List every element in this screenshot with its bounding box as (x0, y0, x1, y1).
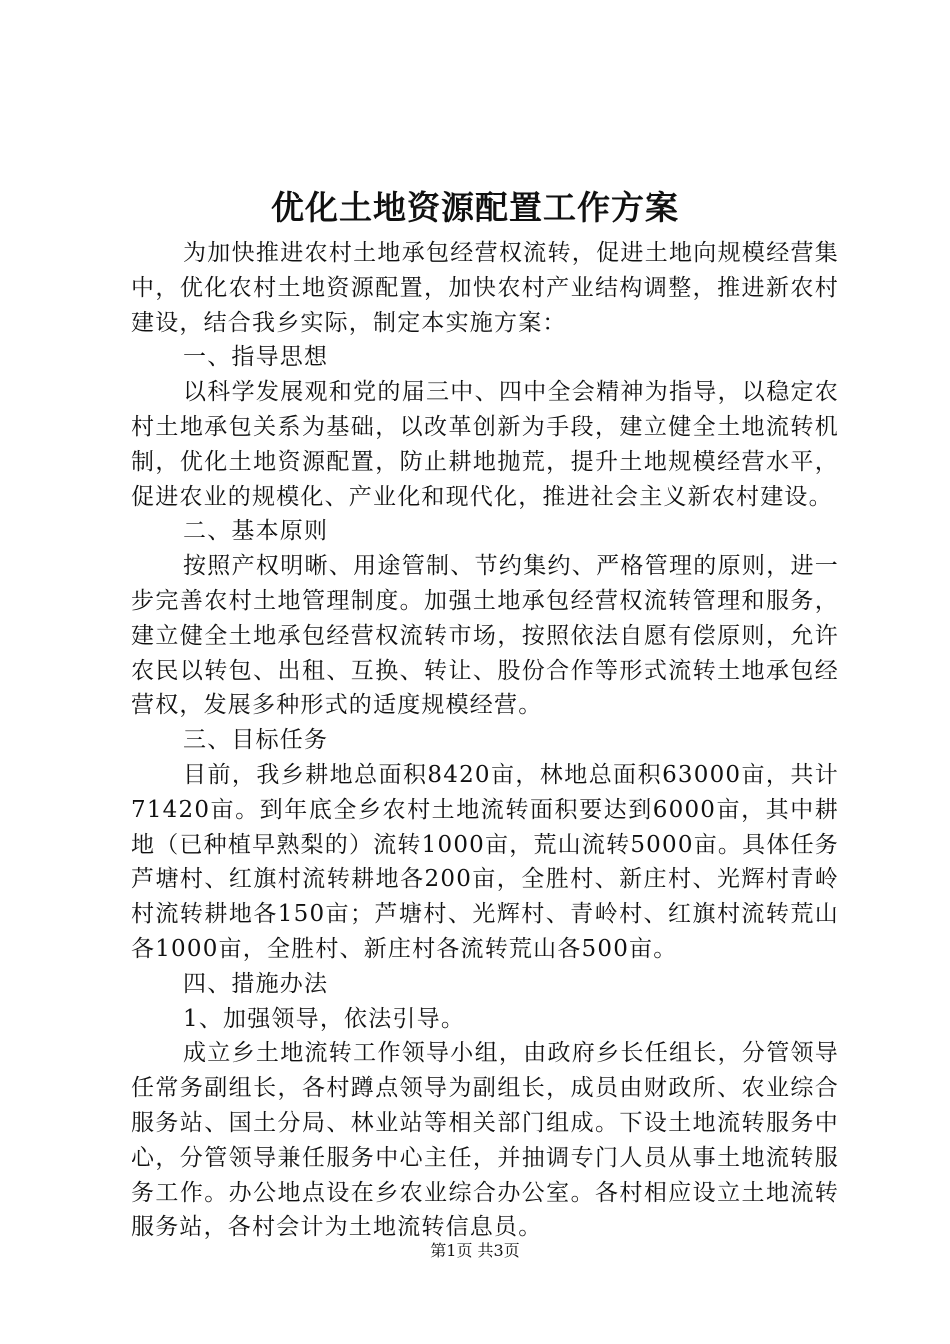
paragraph-guiding-ideology: 以科学发展观和党的届三中、四中全会精神为指导，以稳定农村土地承包关系为基础，以改革创新为手段，建立健全土地流转机制，优化土地资源配置，防止耕地抛荒，提升土地规模经营水平，促进农业的规模化、产业化和现代化，推进社会主义新农村建设。 (131, 379, 839, 510)
document-body (131, 236, 839, 1245)
paragraph-leadership: 成立乡土地流转工作领导小组，由政府乡长任组长，分管领导任常务副组长，各村蹲点领导为副组长，成员由财政所、农业综合服务站、国土分局、林业站等相关部门组成。下设土地流转服务中心，分管领导兼任服务中心主任，并抽调专门人员从事土地流转服务工作。办公地点设在乡农业综合办公室。各村相应设立土地流转服务站，各村会计为土地流转信息员。 (131, 1040, 839, 1241)
section-heading-basic-principles: 二、基本原则 (183, 518, 329, 545)
paragraph-basic-principles: 按照产权明晰、用途管制、节约集约、严格管理的原则，进一步完善农村土地管理制度。加强土地承包经营权流转管理和服务，建立健全土地承包经营权流转市场，按照依法自愿有偿原则，允许农民以转包、出租、互换、转让、股份合作等形式流转土地承包经营权，发展多种形式的适度规模经营。 (131, 553, 839, 719)
intro-paragraph: 为加快推进农村土地承包经营权流转，促进土地向规模经营集中，优化农村土地资源配置，加快农村产业结构调整，推进新农村建设，结合我乡实际，制定本实施方案： (131, 240, 839, 336)
subsection-heading-leadership: 1、加强领导，依法引导。 (183, 1005, 466, 1032)
section-heading-guiding-ideology: 一、指导思想 (183, 344, 329, 371)
page-footer: 第1页 共3页 (430, 1241, 520, 1260)
document-title: 优化土地资源配置工作方案 (271, 188, 679, 227)
section-heading-measures: 四、措施办法 (183, 970, 329, 997)
paragraph-target-tasks: 目前，我乡耕地总面积8420亩，林地总面积63000亩，共计71420亩。到年底全乡农村土地流转面积要达到6000亩，其中耕地（已种植早熟梨的）流转1000亩，荒山流转5000亩。具体任务芦塘村、红旗村流转耕地各200亩，全胜村、新庄村、光辉村青岭村流转耕地各150亩；芦塘村、光辉村、青岭村、红旗村流转荒山各1000亩，全胜村、新庄村各流转荒山各500亩。 (131, 761, 839, 962)
section-heading-target-tasks: 三、目标任务 (183, 727, 329, 754)
